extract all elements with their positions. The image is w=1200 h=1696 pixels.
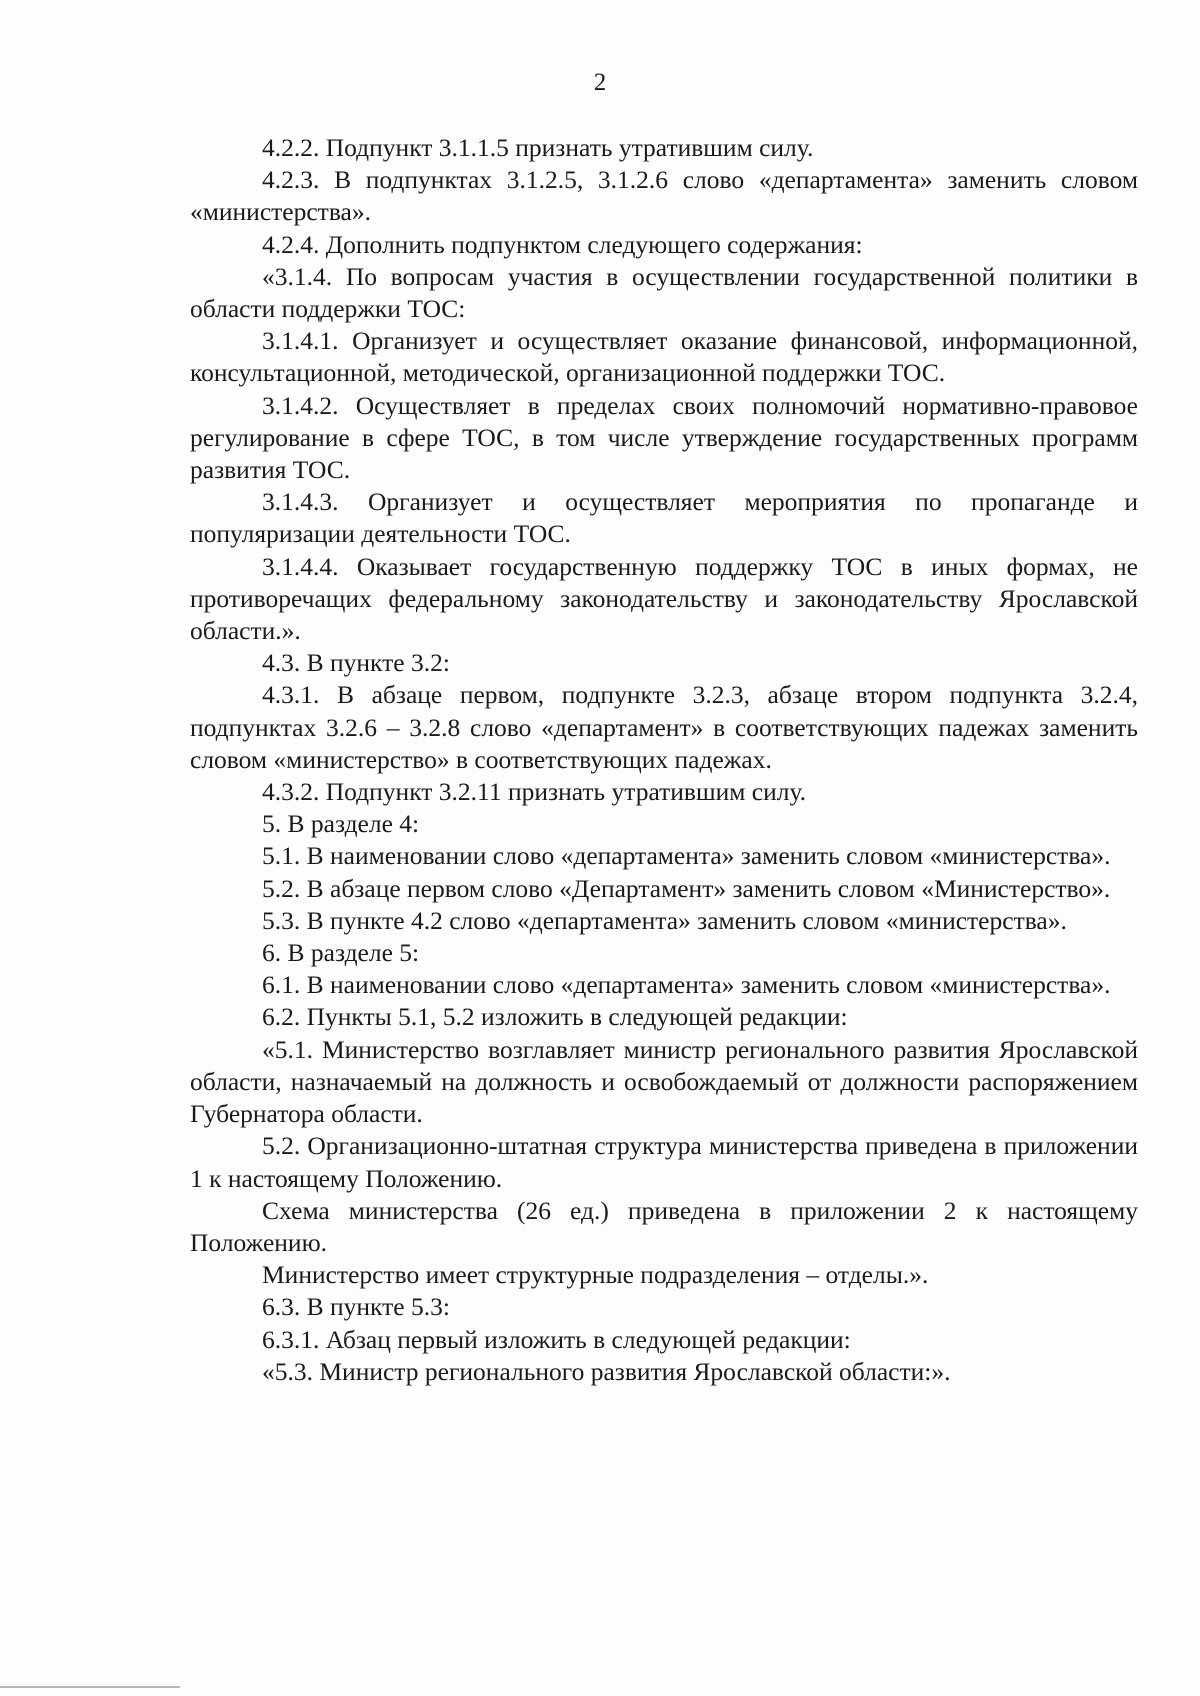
paragraph: 4.3.1. В абзаце первом, подпункте 3.2.3, абзаце втором подпункта 3.2.4, подпунктах 3.2.6 – 3.2.8 слово «департамент» в соответствующих падежах заменить словом «министерство» в соответствующих падежах. bbox=[190, 680, 1138, 774]
paragraph: 4.2.4. Дополнить подпунктом следующего содержания: bbox=[262, 229, 863, 259]
paragraph: 6. В разделе 5: bbox=[262, 938, 420, 968]
paragraph: 4.2.2. Подпункт 3.1.1.5 признать утратившим силу. bbox=[262, 133, 814, 162]
paragraph: 4.2.3. В подпунктах 3.1.2.5, 3.1.2.6 слово «департамента» заменить словом «министерства». bbox=[190, 165, 1138, 227]
paragraph: 3.1.4.4. Оказывает государственную поддержку ТОС в иных формах, не противоречащих федеральному законодательству и законодательству Ярославской области.». bbox=[190, 551, 1138, 646]
paragraph: 5.2. Организационно-штатная структура министерства приведена в приложении 1 к настоящему Положению. bbox=[190, 1131, 1138, 1193]
page-number: 2 bbox=[593, 69, 607, 96]
paragraph: «3.1.4. По вопросам участия в осуществлении государственной политики в области поддержки ТОС: bbox=[190, 261, 1138, 324]
paragraph: 6.3.1. Абзац первый изложить в следующей редакции: bbox=[262, 1324, 851, 1354]
paragraph: 6.2. Пункты 5.1, 5.2 изложить в следующей редакции: bbox=[262, 1002, 848, 1032]
document-body bbox=[190, 132, 1138, 1388]
paragraph: 4.3. В пункте 3.2: bbox=[262, 648, 450, 678]
paragraph: 4.3.2. Подпункт 3.2.11 признать утратившим силу. bbox=[262, 777, 807, 807]
paragraph: 6.1. В наименовании слово «департамента» заменить словом «министерства». bbox=[262, 970, 1111, 1000]
paragraph: 3.1.4.1. Организует и осуществляет оказание финансовой, информационной, консультационной, методической, организационной поддержки ТОС. bbox=[190, 326, 1138, 388]
paragraph: «5.3. Министр регионального развития Ярославской области:». bbox=[262, 1356, 951, 1386]
paragraph: 5.3. В пункте 4.2 слово «департамента» заменить словом «министерства». bbox=[262, 905, 1067, 935]
paragraph: 5. В разделе 4: bbox=[262, 809, 420, 839]
paragraph: Министерство имеет структурные подразделения – отделы.». bbox=[262, 1260, 929, 1290]
footer-rule bbox=[0, 1686, 180, 1688]
paragraph: «5.1. Министерство возглавляет министр регионального развития Ярославской области, назначаемый на должность и освобождаемый от должности распоряжением Губернатора области. bbox=[190, 1034, 1138, 1129]
paragraph: 3.1.4.3. Организует и осуществляет мероприятия по пропаганде и популяризации деятельности ТОС. bbox=[190, 487, 1138, 549]
paragraph: 3.1.4.2. Осуществляет в пределах своих полномочий нормативно-правовое регулирование в сфере ТОС, в том числе утверждение государственных программ развития ТОС. bbox=[190, 390, 1138, 485]
paragraph: 6.3. В пункте 5.3: bbox=[262, 1292, 450, 1322]
paragraph: 5.2. В абзаце первом слово «Департамент» заменить словом «Министерство». bbox=[262, 873, 1111, 903]
paragraph: 5.1. В наименовании слово «департамента» заменить словом «министерства». bbox=[262, 841, 1111, 871]
paragraph: Схема министерства (26 ед.) приведена в приложении 2 к настоящему Положению. bbox=[190, 1195, 1138, 1257]
